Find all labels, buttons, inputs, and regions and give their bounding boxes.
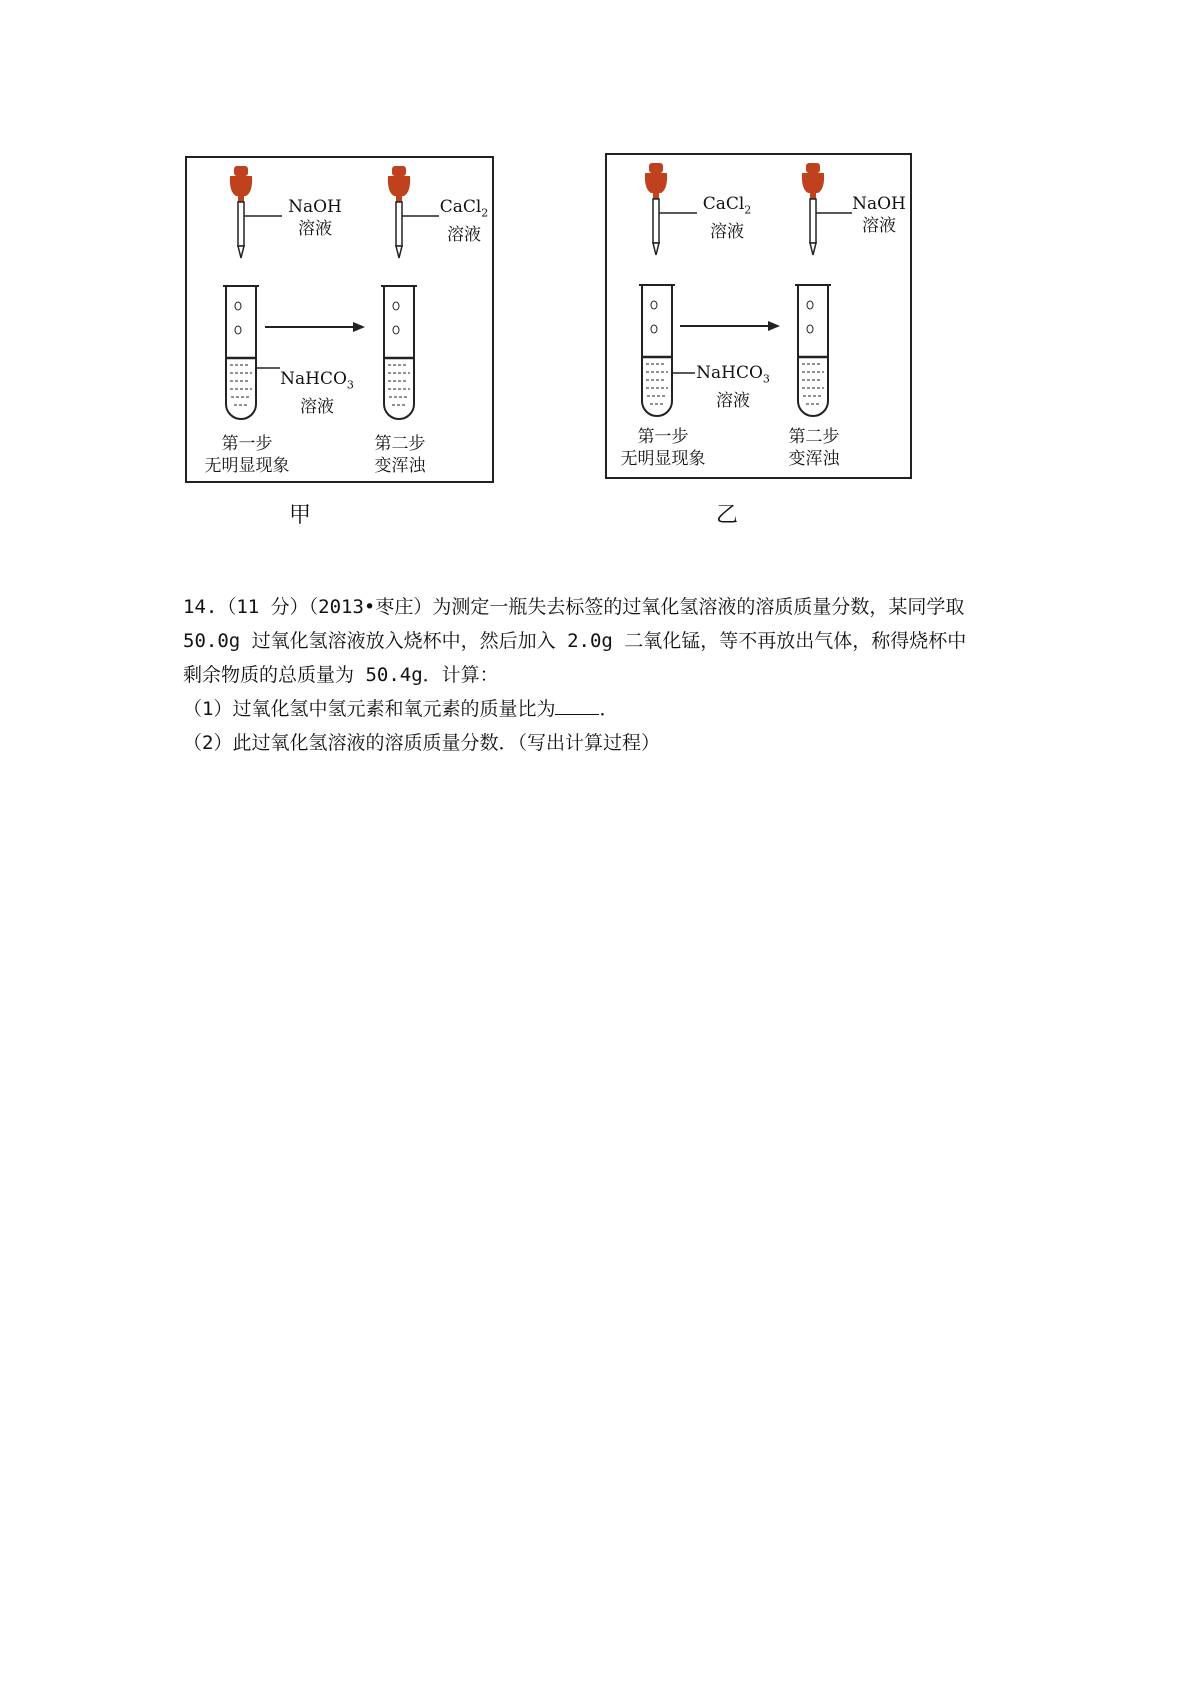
question-part-1: [183, 692, 1043, 726]
step2-label: [350, 433, 450, 477]
reagent-formula: CaCl: [702, 194, 745, 214]
step-title: 第一步: [637, 427, 689, 447]
step-title: 第一步: [221, 434, 273, 454]
dropper-reagent-label: [285, 196, 345, 240]
question-part-1-end: ．: [599, 698, 619, 720]
reagent-formula: NaHCO: [280, 369, 347, 389]
dropper-reagent-label: [851, 193, 907, 237]
reagent-formula: CaCl: [439, 197, 482, 217]
figure-jia-panel: [185, 156, 494, 483]
tube-reagent-label: [275, 368, 359, 418]
figure-yi-caption: 乙: [716, 503, 739, 528]
step1-label: [191, 433, 303, 477]
reagent-suffix: 溶液: [447, 225, 481, 246]
dropper-icon: [230, 166, 252, 258]
dropper-reagent-label: [699, 193, 755, 243]
arrow-icon: [265, 322, 365, 332]
tube-reagent-label: [691, 362, 775, 412]
question-line: 50.0g 过氧化氢溶液放入烧杯中，然后加入 2.0g 二氧化锰，等不再放出气体，称得烧杯中: [183, 630, 967, 652]
reagent-suffix: 溶液: [300, 397, 334, 418]
reagent-suffix: 溶液: [298, 219, 332, 239]
reagent-formula: NaOH: [288, 197, 342, 217]
step-result: 变浑浊: [374, 456, 426, 476]
question-line: 14.（11 分）（2013•枣庄）为测定一瓶失去标签的过氧化氢溶液的溶质质量分数，某同学取: [183, 596, 965, 618]
dropper-icon: [388, 166, 410, 258]
question-14: [183, 590, 1043, 760]
dropper-icon: [802, 163, 824, 255]
question-part-1-text: （1）过氧化氢中氢元素和氧元素的质量比为: [183, 698, 556, 720]
reagent-subscript: 2: [744, 203, 752, 217]
test-tube-icon: [381, 286, 417, 419]
figure-jia-caption: 甲: [289, 503, 312, 528]
reagent-subscript: 2: [481, 206, 489, 220]
test-tube-icon: [639, 285, 675, 416]
figure-yi-panel: [605, 153, 912, 479]
step-title: 第二步: [374, 434, 426, 454]
reagent-suffix: 溶液: [716, 391, 750, 412]
step-result: 无明显现象: [204, 456, 290, 476]
reagent-suffix: 溶液: [710, 222, 744, 243]
question-part-2: （2）此过氧化氢溶液的溶质质量分数．（写出计算过程）: [183, 732, 660, 754]
dropper-reagent-label: [439, 196, 489, 246]
reagent-formula: NaHCO: [696, 363, 763, 383]
reagent-subscript: 3: [762, 372, 770, 386]
arrow-icon: [680, 321, 780, 331]
reagent-suffix: 溶液: [862, 216, 896, 236]
step-title: 第二步: [788, 427, 840, 447]
question-line: 剩余物质的总质量为 50.4g．计算：: [183, 664, 499, 686]
step-result: 无明显现象: [620, 449, 706, 469]
reagent-subscript: 3: [346, 378, 354, 392]
reagent-formula: NaOH: [852, 194, 906, 214]
dropper-icon: [645, 163, 667, 255]
step1-label: [607, 426, 719, 470]
step-result: 变浑浊: [788, 449, 840, 469]
test-tube-icon: [223, 286, 259, 419]
test-tube-icon: [795, 285, 831, 416]
answer-blank: [555, 694, 599, 715]
step2-label: [764, 426, 864, 470]
